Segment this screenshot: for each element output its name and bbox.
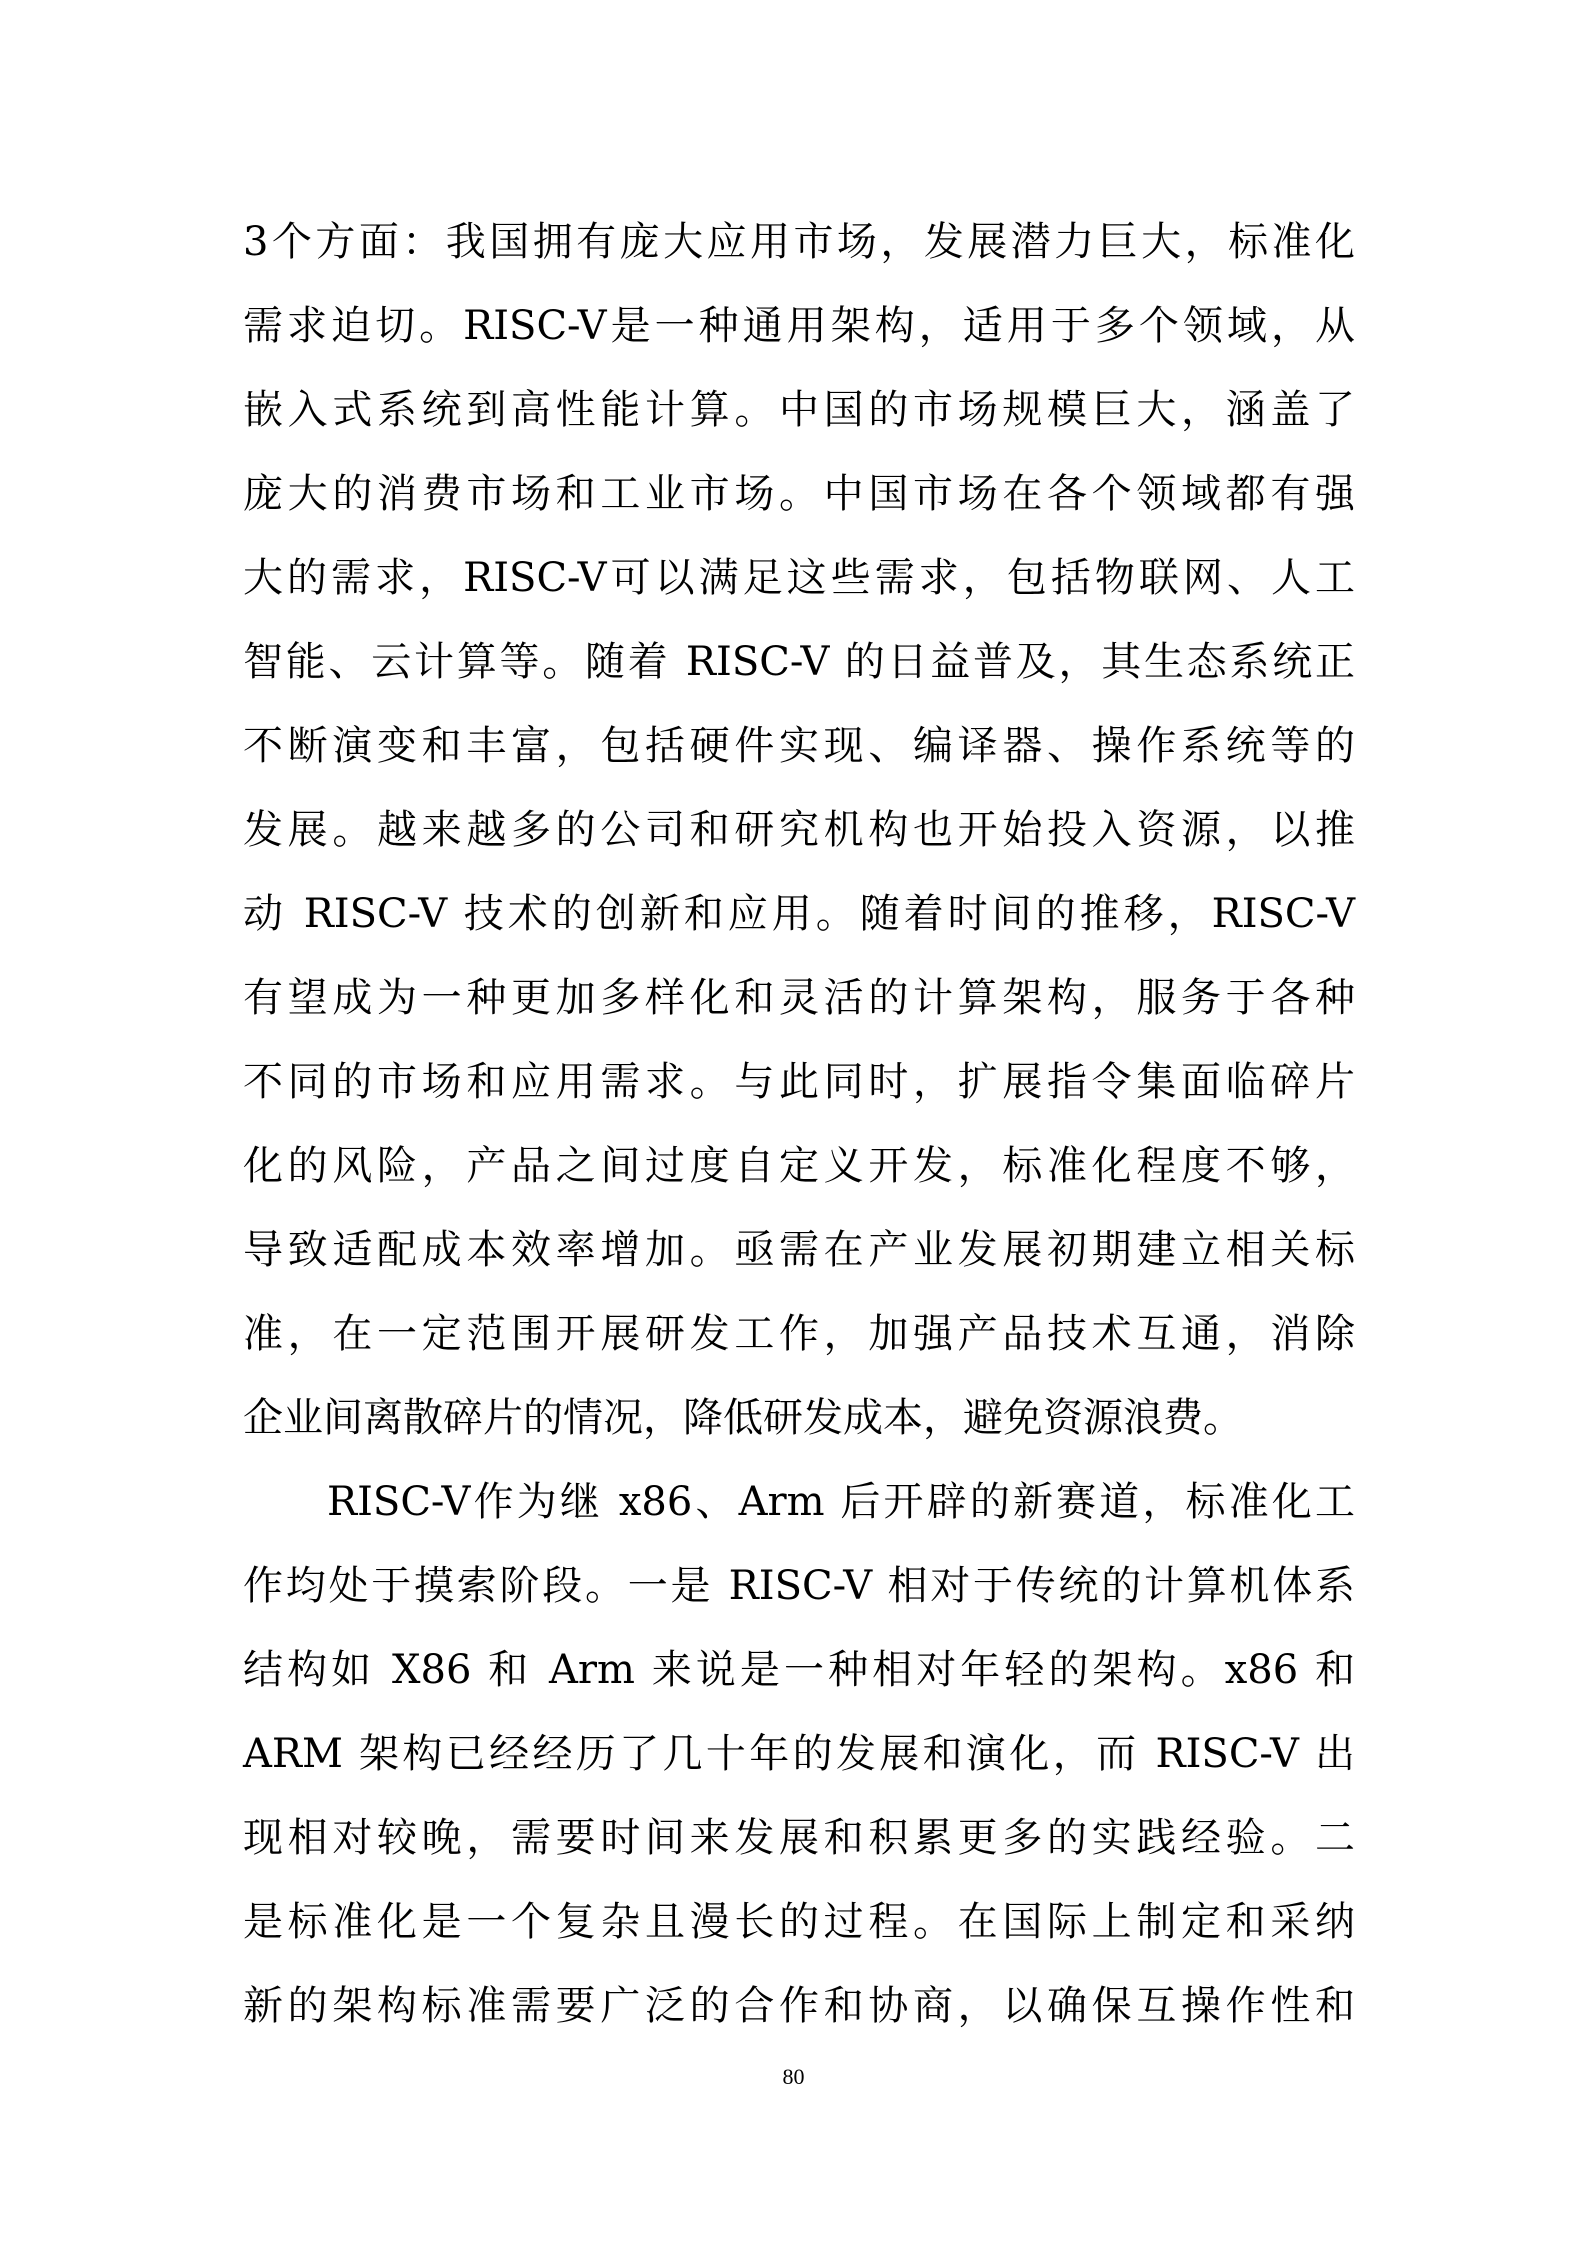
page-number: 80 (782, 2064, 805, 2089)
text-line: 导致适配成本效率增加。亟需在产业发展初期建立相关标 (243, 1227, 1355, 1273)
text-line: 需求迫切。RISC-V是一种通用架构，适用于多个领域，从 (243, 303, 1355, 349)
text-line: 新的架构标准需要广泛的合作和协商，以确保互操作性和 (243, 1983, 1355, 2029)
paragraph-1 (243, 200, 1355, 1460)
text-line: 智能、云计算等。随着 RISC-V 的日益普及，其生态系统正 (243, 639, 1355, 685)
text-line: 化的风险，产品之间过度自定义开发，标准化程度不够， (243, 1143, 1355, 1189)
text-line: RISC-V作为继 x86、Arm 后开辟的新赛道，标准化工 (327, 1479, 1355, 1525)
body-text (243, 200, 1355, 2048)
text-line: 现相对较晚，需要时间来发展和积累更多的实践经验。二 (243, 1815, 1355, 1861)
text-line: 庞大的消费市场和工业市场。中国市场在各个领域都有强 (243, 471, 1355, 517)
text-line: 大的需求，RISC-V可以满足这些需求，包括物联网、人工 (243, 555, 1355, 601)
paragraph-2 (243, 1460, 1355, 2048)
text-line: 是标准化是一个复杂且漫长的过程。在国际上制定和采纳 (243, 1899, 1355, 1945)
text-line: 动 RISC-V 技术的创新和应用。随着时间的推移，RISC-V (243, 891, 1355, 937)
text-line: ARM 架构已经经历了几十年的发展和演化，而 RISC-V 出 (243, 1731, 1355, 1777)
text-line: 作均处于摸索阶段。一是 RISC-V 相对于传统的计算机体系 (243, 1563, 1355, 1609)
text-line: 企业间离散碎片的情况，降低研发成本，避免资源浪费。 (243, 1395, 1243, 1441)
text-line: 3个方面：我国拥有庞大应用市场，发展潜力巨大，标准化 (243, 219, 1355, 265)
text-line: 发展。越来越多的公司和研究机构也开始投入资源，以推 (243, 807, 1355, 853)
text-line: 不断演变和丰富，包括硬件实现、编译器、操作系统等的 (243, 723, 1355, 769)
text-line: 准，在一定范围开展研发工作，加强产品技术互通，消除 (243, 1311, 1355, 1357)
text-line: 嵌入式系统到高性能计算。中国的市场规模巨大，涵盖了 (243, 387, 1355, 433)
text-line: 不同的市场和应用需求。与此同时，扩展指令集面临碎片 (243, 1059, 1355, 1105)
text-line: 结构如 X86 和 Arm 来说是一种相对年轻的架构。x86 和 (243, 1647, 1355, 1693)
text-line: 有望成为一种更加多样化和灵活的计算架构，服务于各种 (243, 975, 1355, 1021)
